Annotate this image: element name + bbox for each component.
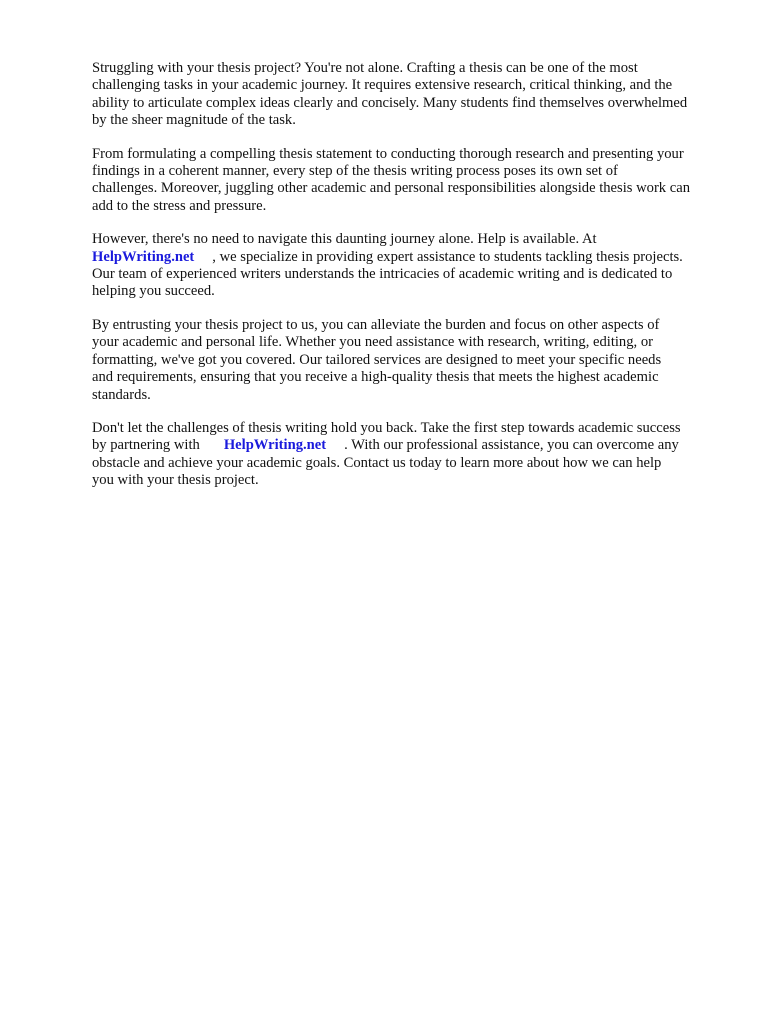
paragraph-line: findings in a coherent manner, every step of the thesis writing process poses its own set of [92,163,618,180]
paragraph-line-with-link [92,249,732,266]
paragraph-line: add to the stress and pressure. [92,197,267,214]
paragraph-1 [92,60,732,130]
paragraph-line: formatting, we've got you covered. Our tailored services are designed to meet your specific needs [92,351,662,368]
paragraph-text: , we specialize in providing expert assistance to students tackling thesis projects. [212,248,683,265]
paragraph-line: your academic and personal life. Whether you need assistance with research, writing, editing, or [92,334,653,351]
paragraph-line: challenges. Moreover, juggling other academic and personal responsibilities alongside thesis work can [92,180,690,197]
paragraph-3 [92,231,732,301]
paragraph-5 [92,420,732,490]
paragraph-line: you with your thesis project. [92,472,259,489]
paragraph-line: By entrusting your thesis project to us, you can alleviate the burden and focus on other aspects of [92,316,660,333]
paragraph-line: by the sheer magnitude of the task. [92,112,296,129]
paragraph-line: ability to articulate complex ideas clearly and concisely. Many students find themselves overwhelmed [92,94,688,111]
paragraph-line: standards. [92,386,151,403]
helpwriting-link[interactable]: HelpWriting.net [92,248,195,265]
paragraph-text: . With our professional assistance, you can overcome any [344,437,679,454]
paragraph-line: From formulating a compelling thesis statement to conducting thorough research and presenting your [92,145,684,162]
paragraph-line: helping you succeed. [92,283,215,300]
document-page [92,60,732,506]
paragraph-line: Struggling with your thesis project? You're not alone. Crafting a thesis can be one of the most [92,60,638,76]
paragraph-line: challenging tasks in your academic journey. It requires extensive research, critical thinking, and the [92,77,673,94]
paragraph-line: obstacle and achieve your academic goals. Contact us today to learn more about how we can help [92,454,662,471]
paragraph-line: Our team of experienced writers understands the intricacies of academic writing and is dedicated to [92,266,673,283]
paragraph-line-with-link [92,437,732,454]
helpwriting-link[interactable]: HelpWriting.net [223,437,327,454]
paragraph-text: by partnering with [92,437,200,454]
paragraph-line: Don't let the challenges of thesis writing hold you back. Take the first step towards academic success [92,419,681,436]
paragraph-line: However, there's no need to navigate this daunting journey alone. Help is available. At [92,231,597,248]
paragraph-2 [92,146,732,216]
paragraph-line: and requirements, ensuring that you receive a high-quality thesis that meets the highest academic [92,369,659,386]
paragraph-4 [92,317,732,404]
